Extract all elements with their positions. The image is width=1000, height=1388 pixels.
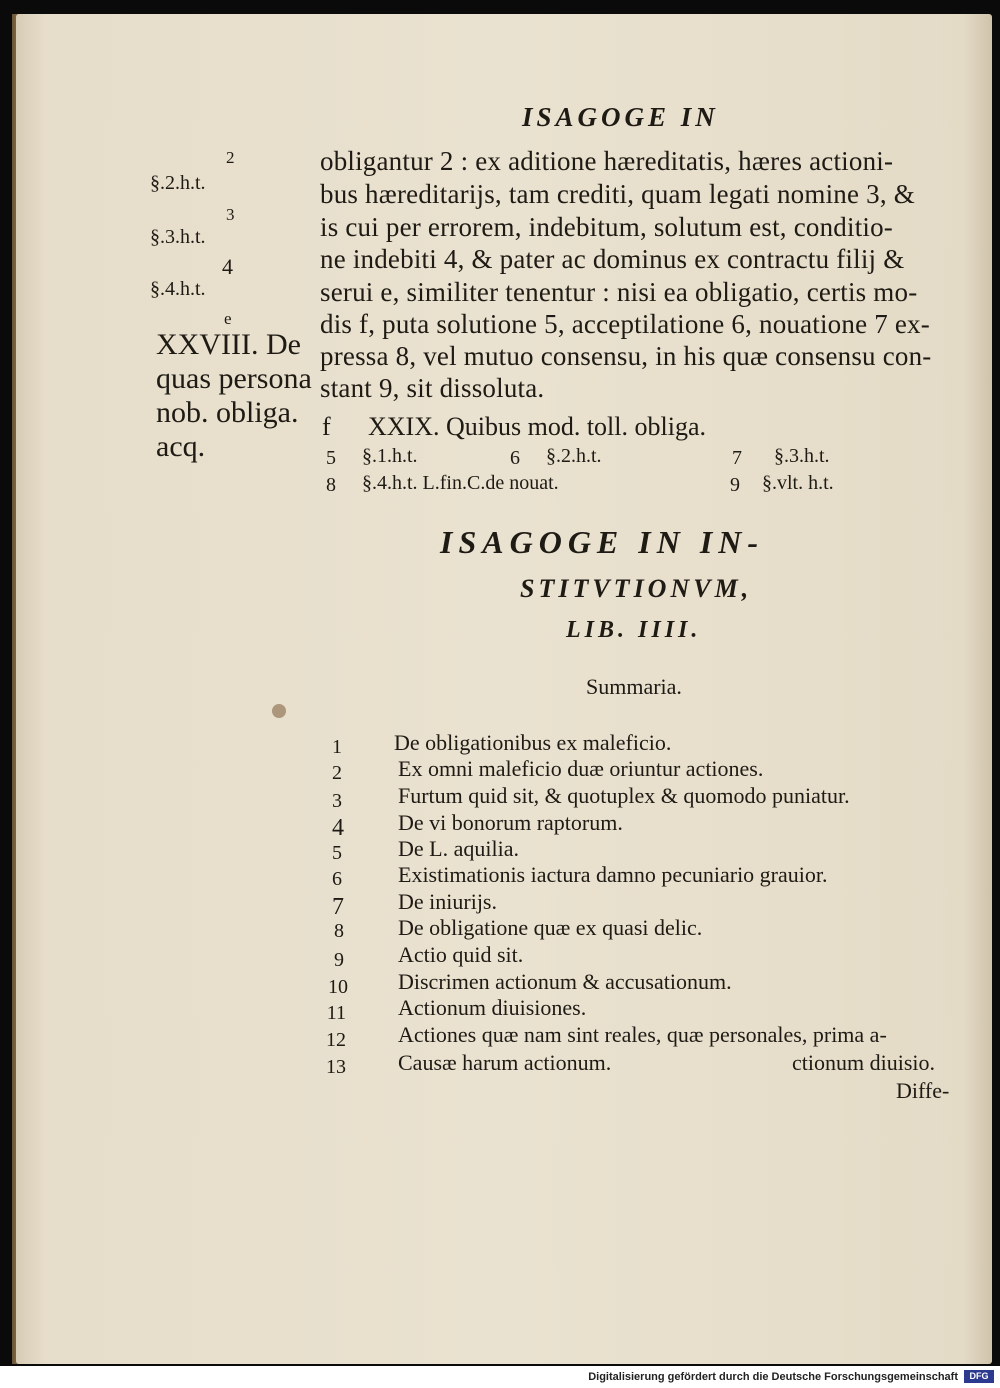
margin-ref-2: §.2.h.t. — [150, 172, 206, 194]
footnote-ref-6: §.2.h.t. — [546, 445, 602, 467]
summaria-num: 4 — [332, 815, 344, 841]
margin-section-xxviii-line-3: nob. obliga. — [156, 396, 299, 429]
footer-bar — [0, 1366, 1000, 1388]
margin-ref-3: §.3.h.t. — [150, 226, 206, 248]
summaria-num: 1 — [332, 736, 342, 758]
summaria-item: De obligatione quæ ex quasi delic. — [398, 915, 703, 940]
summaria-num: 2 — [332, 762, 342, 784]
footnote-num-8: 8 — [326, 474, 336, 496]
summaria-item: Actionum diuisiones. — [398, 995, 587, 1020]
dfg-logo: DFG — [964, 1370, 994, 1383]
summaria-item: Existimationis iactura damno pecuniario grauior. — [398, 862, 828, 887]
footnote-ref-9: §.vlt. h.t. — [762, 472, 834, 494]
footnote-f-text: XXIX. Quibus mod. toll. obliga. — [368, 412, 706, 441]
summaria-item: De iniurijs. — [398, 889, 497, 914]
body-line-1: obligantur 2 : ex aditione hæreditatis, hæres actioni- — [320, 146, 894, 176]
summaria-heading: Summaria. — [586, 674, 682, 699]
footnote-ref-7: §.3.h.t. — [774, 445, 830, 467]
body-line-8: stant 9, sit dissoluta. — [320, 373, 545, 403]
margin-mark-4: 4 — [222, 254, 233, 279]
summaria-num: 12 — [326, 1029, 346, 1051]
summaria-item: Discrimen actionum & accusationum. — [398, 969, 732, 994]
body-line-2: bus hæreditarijs, tam crediti, quam legati nomine 3, & — [320, 179, 915, 209]
margin-section-xxviii-line-1: XXVIII. De — [156, 328, 301, 361]
summaria-num: 8 — [334, 920, 344, 942]
summaria-item: Ex omni maleficio duæ oriuntur actiones. — [398, 756, 764, 781]
margin-ref-4: §.4.h.t. — [150, 278, 206, 300]
footnote-num-7: 7 — [732, 447, 742, 469]
margin-mark-3: 3 — [226, 205, 235, 224]
ink-stain — [272, 704, 286, 718]
summaria-num: 13 — [326, 1056, 346, 1078]
body-line-6: dis f, puta solutione 5, acceptilatione 6, nouatione 7 ex- — [320, 309, 930, 339]
summaria-num: 11 — [326, 1002, 346, 1024]
footer-credit: Digitalisierung gefördert durch die Deutsche Forschungsgemeinschaft — [588, 1371, 958, 1383]
summaria-item: Actio quid sit. — [398, 942, 524, 967]
summaria-num: 9 — [334, 949, 344, 971]
title-line-2: STITVTIONVM, — [520, 574, 753, 603]
body-line-4: ne indebiti 4, & pater ac dominus ex contractu filij & — [320, 244, 905, 274]
running-head: ISAGOGE IN — [522, 102, 719, 132]
summaria-num: 6 — [332, 868, 342, 890]
margin-mark-e: e — [224, 309, 232, 328]
summaria-item: Furtum quid sit, & quotuplex & quomodo puniatur. — [398, 783, 850, 808]
margin-mark-2: 2 — [226, 148, 235, 167]
footnote-ref-8: §.4.h.t. L.fin.C.de nouat. — [362, 472, 559, 494]
summaria-num: 7 — [332, 894, 344, 920]
body-line-3: is cui per errorem, indebitum, solutum est, conditio- — [320, 212, 893, 242]
summaria-num: 10 — [328, 976, 348, 998]
summaria-num: 5 — [332, 842, 342, 864]
catchword: Diffe- — [896, 1078, 950, 1103]
footnote-ref-5: §.1.h.t. — [362, 445, 418, 467]
summaria-item: De vi bonorum raptorum. — [398, 810, 623, 835]
footnote-num-5: 5 — [326, 447, 336, 469]
summaria-item: Causæ harum actionum. — [398, 1050, 612, 1075]
footnote-num-6: 6 — [510, 447, 520, 469]
body-line-5: serui e, similiter tenentur : nisi ea obligatio, certis mo- — [320, 277, 918, 307]
title-line-3: LIB. IIII. — [566, 617, 702, 643]
summaria-item: Actiones quæ nam sint reales, quæ personales, prima a- — [398, 1022, 887, 1047]
footnote-mark-f: f — [322, 412, 331, 441]
summaria-continuation: ctionum diuisio. — [792, 1050, 935, 1075]
margin-section-xxviii-line-4: acq. — [156, 430, 206, 463]
summaria-item: De L. aquilia. — [398, 836, 519, 861]
summaria-item: De obligationibus ex maleficio. — [394, 730, 672, 755]
body-line-7: pressa 8, vel mutuo consensu, in his quæ consensu con- — [320, 341, 932, 371]
footnote-num-9: 9 — [730, 474, 740, 496]
title-line-1: ISAGOGE IN IN- — [440, 524, 765, 560]
summaria-num: 3 — [332, 790, 342, 812]
margin-section-xxviii-line-2: quas persona — [156, 362, 312, 395]
